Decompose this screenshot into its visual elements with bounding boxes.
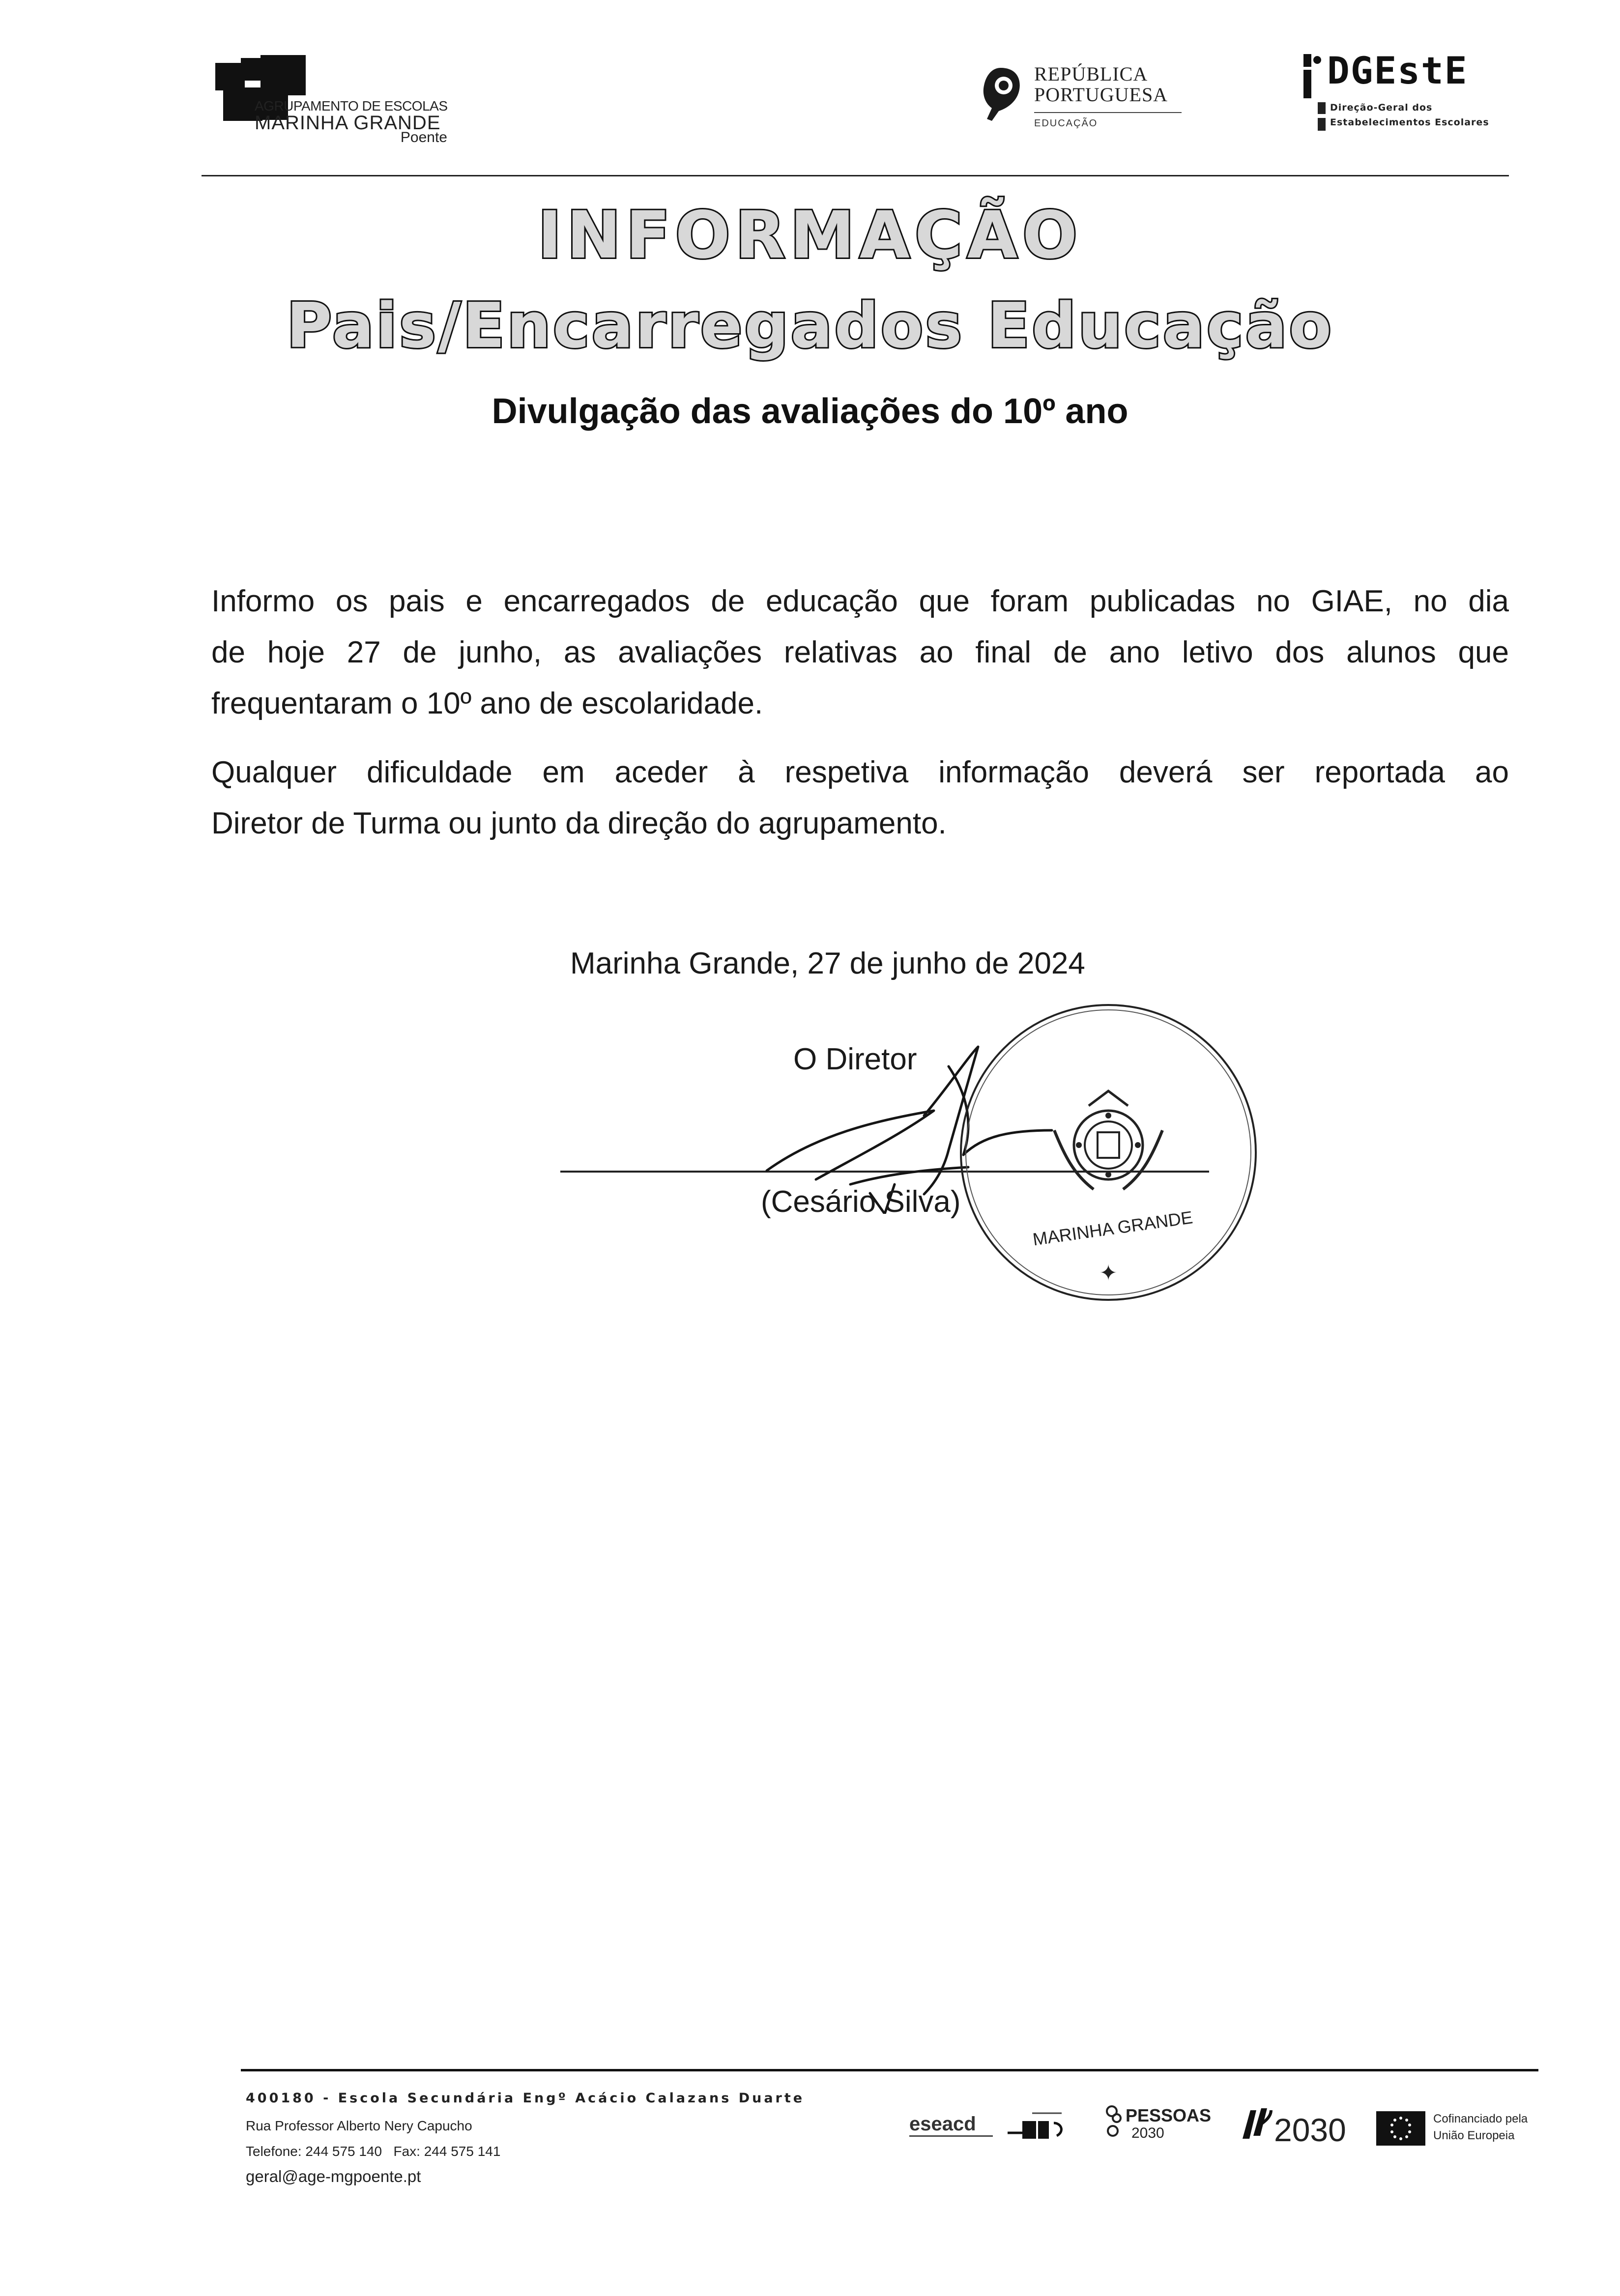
place-date: Marinha Grande, 27 de junho de 2024 xyxy=(570,947,1085,980)
subtitle: Divulgação das avaliações do 10º ano xyxy=(492,392,1128,431)
pessoas-logo-year: 2030 xyxy=(1131,2125,1164,2141)
title-pais-encarregados: Pais/Encarregados Educação xyxy=(286,289,1334,362)
school-name-line1: AGRUPAMENTO DE ESCOLAS xyxy=(255,98,448,114)
dgeste-logo: DGEstE xyxy=(1327,49,1468,92)
republic-sub: EDUCAÇÃO xyxy=(1034,118,1098,129)
school-name-line3: Poente xyxy=(400,129,447,145)
signer-role: O Diretor xyxy=(793,1042,917,1076)
school-name xyxy=(255,97,451,146)
dgeste-sub1: Direção-Geral dos xyxy=(1330,102,1433,113)
paragraph-1-line-3: frequentaram o 10º ano de escolaridade. xyxy=(211,687,763,720)
eu-flag-icon xyxy=(1376,2111,1425,2146)
svg-text:✦: ✦ xyxy=(1099,1261,1118,1286)
pessoas-2030-logo xyxy=(1106,2101,1224,2146)
pessoas-logo-icon xyxy=(1106,2103,1124,2143)
republic-text xyxy=(1034,64,1182,129)
dgeste-sub-icons xyxy=(1317,101,1326,133)
paragraph-1-line-1: Informo os pais e encarregados de educação que foram publicadas no GIAE, no dia xyxy=(211,584,1509,618)
local-partner-logo-icon xyxy=(1003,2106,1071,2146)
footer-divider xyxy=(241,2069,1538,2071)
paragraph-1-line-2: de hoje 27 de junho, as avaliações relativas ao final de ano letivo dos alunos que xyxy=(211,635,1509,669)
signer-name: (Cesário Silva) xyxy=(761,1185,961,1219)
republic-emblem-icon xyxy=(981,66,1022,123)
eseaed-logo xyxy=(909,2113,993,2143)
dgeste-mark-icon xyxy=(1302,53,1322,100)
portugal-2030-logo xyxy=(1239,2106,1357,2151)
eu-text-line1: Cofinanciado pela xyxy=(1433,2112,1528,2125)
dgeste-sub2: Estabelecimentos Escolares xyxy=(1330,117,1489,128)
official-stamp-icon xyxy=(954,998,1263,1307)
paragraph-1 xyxy=(211,576,1509,729)
stamp-inner-text: MARINHA GRANDE xyxy=(1031,1207,1194,1250)
eu-cofinanced xyxy=(1433,2112,1528,2143)
republic-line1: REPÚBLICA xyxy=(1034,63,1148,85)
footer-phone: Telefone: 244 575 140 Fax: 244 575 141 xyxy=(246,2144,501,2159)
footer-school: 400180 - Escola Secundária Engº Acácio Calazans Duarte xyxy=(246,2091,805,2106)
paragraph-2 xyxy=(211,747,1509,849)
paragraph-2-line-2: Diretor de Turma ou junto da direção do agrupamento. xyxy=(211,806,947,840)
title-informacao: INFORMAÇÃO xyxy=(537,198,1083,273)
school-name-line2: MARINHA GRANDE xyxy=(255,112,441,134)
official-stamp xyxy=(954,998,1263,1307)
footer-address: Rua Professor Alberto Nery Capucho xyxy=(246,2118,472,2133)
portugal-2030-icon xyxy=(1239,2106,1273,2143)
eu-text-line2: União Europeia xyxy=(1433,2129,1515,2142)
paragraph-2-line-1: Qualquer dificuldade em aceder à respetiva informação deverá ser reportada ao xyxy=(211,755,1509,789)
header-divider xyxy=(202,175,1509,176)
pessoas-logo-text: PESSOAS xyxy=(1126,2105,1212,2125)
portugal-2030-text: 2030 xyxy=(1274,2112,1346,2148)
eseaed-logo-text: eseacd xyxy=(909,2113,993,2137)
footer-email: geral@age-mgpoente.pt xyxy=(246,2167,421,2185)
dgeste-sub xyxy=(1330,102,1489,128)
republic-line2: PORTUGUESA xyxy=(1034,84,1168,106)
